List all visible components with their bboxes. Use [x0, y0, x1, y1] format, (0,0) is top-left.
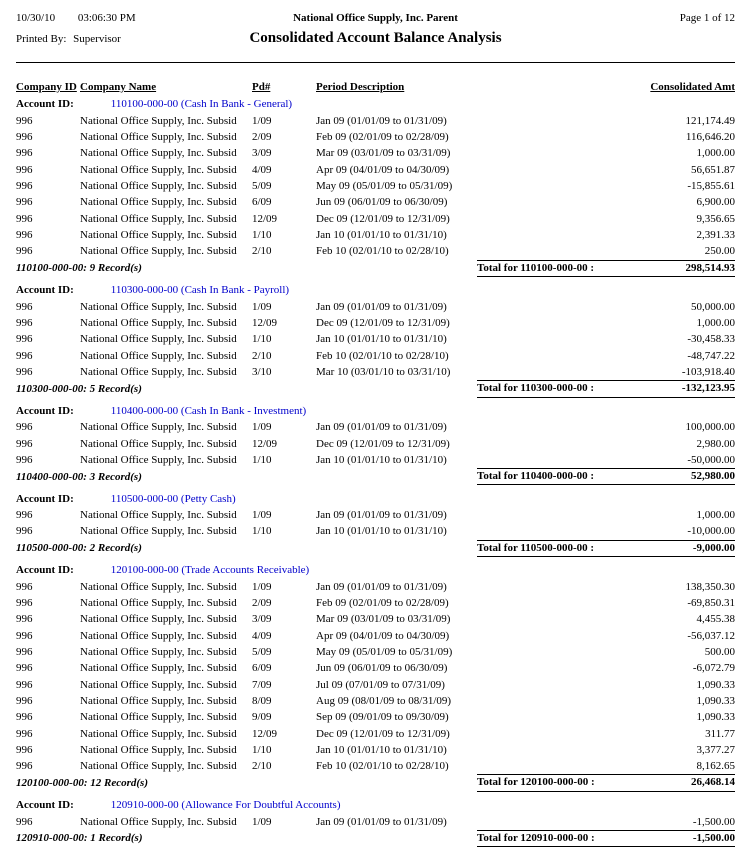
cell-company-id: 996 — [16, 196, 33, 209]
cell-amount: 4,455.38 — [696, 613, 735, 626]
account-section — [16, 282, 735, 397]
cell-company-name: National Office Supply, Inc. Subsid — [80, 629, 237, 642]
cell-company-id: 996 — [16, 300, 33, 313]
cell-amount: 56,651.87 — [691, 163, 735, 176]
cell-company-name: National Office Supply, Inc. Subsid — [80, 509, 237, 522]
cell-company-name: National Office Supply, Inc. Subsid — [80, 245, 237, 258]
cell-period-number: 3/09 — [252, 613, 272, 626]
cell-period-description: Feb 10 (02/01/10 to 02/28/10) — [316, 349, 449, 362]
report-header — [16, 8, 735, 63]
total-label: Total for 120910-000-00 : — [477, 831, 595, 844]
cell-company-id: 996 — [16, 114, 33, 127]
cell-amount: -10,000.00 — [687, 525, 735, 538]
account-id-label: Account ID: — [16, 98, 74, 111]
section-total — [477, 260, 735, 278]
cell-company-name: National Office Supply, Inc. Subsid — [80, 695, 237, 707]
account-rows — [16, 814, 735, 830]
cell-period-description: Jun 09 (06/01/09 to 06/30/09) — [316, 662, 448, 675]
cell-period-description: Feb 10 (02/01/10 to 02/28/10) — [316, 245, 449, 258]
page-indicator: Page 1 of 12 — [679, 12, 735, 24]
cell-period-description: Feb 09 (02/01/09 to 02/28/09) — [316, 596, 449, 609]
cell-company-name: National Office Supply, Inc. Subsid — [80, 453, 237, 466]
cell-period-number: 6/09 — [252, 662, 272, 675]
cell-period-number: 1/09 — [252, 509, 272, 522]
cell-period-number: 5/09 — [252, 180, 272, 193]
cell-period-description: Dec 09 (12/01/09 to 12/31/09) — [316, 727, 450, 740]
table-row — [16, 436, 735, 452]
account-rows — [16, 113, 735, 260]
cell-amount: -50,000.00 — [687, 453, 735, 466]
cell-company-name: National Office Supply, Inc. Subsid — [80, 815, 237, 828]
total-label: Total for 110300-000-00 : — [477, 382, 595, 395]
cell-amount: 116,646.20 — [685, 131, 735, 144]
cell-company-id: 996 — [16, 695, 33, 707]
cell-period-number: 12/09 — [252, 212, 278, 225]
report-date: 10/30/10 — [16, 12, 56, 24]
cell-period-number: 2/10 — [252, 760, 272, 773]
cell-period-number: 7/09 — [252, 678, 272, 691]
cell-company-id: 996 — [16, 453, 33, 466]
table-row — [16, 194, 735, 210]
cell-company-id: 996 — [16, 744, 33, 757]
cell-period-description: May 09 (05/01/09 to 05/31/09) — [316, 645, 453, 658]
table-row — [16, 523, 735, 539]
report-title: Consolidated Account Balance Analysis — [249, 30, 502, 46]
cell-amount: 50,000.00 — [691, 300, 735, 313]
cell-company-name: National Office Supply, Inc. Subsid — [80, 147, 237, 160]
total-amount: 298,514.93 — [685, 261, 735, 274]
account-section — [16, 491, 735, 557]
cell-period-number: 12/09 — [252, 316, 278, 329]
cell-amount: 1,000.00 — [696, 147, 735, 160]
cell-period-description: Mar 09 (03/01/09 to 03/31/09) — [316, 147, 451, 160]
account-link[interactable]: 110400-000-00 (Cash In Bank - Investment) — [110, 404, 307, 417]
account-rows — [16, 299, 735, 381]
cell-company-name: National Office Supply, Inc. Subsid — [80, 349, 237, 362]
cell-period-number: 3/10 — [252, 366, 272, 378]
cell-period-description: Jan 09 (01/01/09 to 01/31/09) — [316, 815, 447, 828]
cell-company-id: 996 — [16, 437, 33, 450]
account-section — [16, 562, 735, 791]
cell-company-name: National Office Supply, Inc. Subsid — [80, 316, 237, 329]
account-rows — [16, 507, 735, 540]
cell-company-id: 996 — [16, 645, 33, 658]
total-label: Total for 110100-000-00 : — [477, 261, 595, 274]
cell-company-name: National Office Supply, Inc. Subsid — [80, 333, 237, 346]
cell-company-id: 996 — [16, 711, 33, 724]
cell-period-number: 5/09 — [252, 645, 272, 658]
section-footer-row — [16, 830, 735, 847]
table-row — [16, 660, 735, 676]
section-total — [477, 774, 735, 792]
cell-company-id: 996 — [16, 662, 33, 675]
cell-company-id: 996 — [16, 212, 33, 225]
table-row — [16, 452, 735, 468]
cell-period-description: Jan 10 (01/01/10 to 01/31/10) — [316, 744, 447, 757]
cell-company-name: National Office Supply, Inc. Subsid — [80, 421, 237, 434]
cell-amount: -6,072.79 — [692, 662, 735, 675]
cell-company-id: 996 — [16, 349, 33, 362]
cell-period-number: 4/09 — [252, 629, 272, 642]
report-time: 03:06:30 PM — [77, 12, 136, 24]
cell-period-number: 8/09 — [252, 695, 272, 707]
cell-period-description: Feb 10 (02/01/10 to 02/28/10) — [316, 760, 449, 773]
account-section — [16, 403, 735, 485]
cell-period-description: Jan 10 (01/01/10 to 01/31/10) — [316, 525, 447, 538]
cell-amount: 311.77 — [705, 727, 735, 740]
cell-period-description: Mar 09 (03/01/09 to 03/31/09) — [316, 613, 451, 626]
cell-amount: -103,918.40 — [681, 366, 735, 378]
cell-period-description: Apr 09 (04/01/09 to 04/30/09) — [316, 163, 450, 176]
cell-company-name: National Office Supply, Inc. Subsid — [80, 727, 237, 740]
cell-company-id: 996 — [16, 580, 33, 593]
cell-company-name: National Office Supply, Inc. Subsid — [80, 300, 237, 313]
cell-amount: -1,500.00 — [692, 815, 735, 828]
table-row — [16, 595, 735, 611]
table-row — [16, 243, 735, 259]
cell-company-name: National Office Supply, Inc. Subsid — [80, 711, 237, 724]
total-amount: -9,000.00 — [692, 541, 735, 554]
cell-period-description: Jan 09 (01/01/09 to 01/31/09) — [316, 114, 447, 127]
table-row — [16, 331, 735, 347]
col-header-period-description: Period Description — [316, 81, 405, 93]
printed-by — [16, 33, 249, 45]
header-meta-row — [16, 12, 735, 30]
cell-company-name: National Office Supply, Inc. Subsid — [80, 662, 237, 675]
cell-period-number: 1/09 — [252, 114, 272, 127]
cell-amount: 500.00 — [704, 645, 735, 658]
total-amount: 52,980.00 — [691, 469, 735, 482]
cell-company-id: 996 — [16, 180, 33, 193]
cell-period-description: Jun 09 (06/01/09 to 06/30/09) — [316, 196, 448, 209]
cell-period-number: 12/09 — [252, 727, 278, 740]
cell-period-number: 2/10 — [252, 245, 272, 258]
cell-company-id: 996 — [16, 333, 33, 346]
header-title-row — [16, 30, 735, 56]
cell-amount: 8,162.65 — [696, 760, 735, 773]
cell-period-description: Sep 09 (09/01/09 to 09/30/09) — [316, 711, 449, 724]
table-row — [16, 113, 735, 129]
cell-amount: 1,090.33 — [696, 678, 735, 691]
cell-company-name: National Office Supply, Inc. Subsid — [80, 596, 237, 609]
cell-amount: 250.00 — [704, 245, 735, 258]
cell-company-name: National Office Supply, Inc. Subsid — [80, 645, 237, 658]
total-label: Total for 110500-000-00 : — [477, 541, 595, 554]
cell-company-name: National Office Supply, Inc. Subsid — [80, 437, 237, 450]
cell-period-description: Jan 10 (01/01/10 to 01/31/10) — [316, 453, 447, 466]
cell-company-id: 996 — [16, 678, 33, 691]
table-row — [16, 364, 735, 380]
printed-by-value: Supervisor — [73, 33, 121, 45]
account-link[interactable]: 120910-000-00 (Allowance For Doubtful Accounts) — [110, 799, 341, 812]
cell-company-name: National Office Supply, Inc. Subsid — [80, 525, 237, 538]
cell-amount: 6,900.00 — [696, 196, 735, 209]
table-row — [16, 419, 735, 435]
cell-amount: 2,391.33 — [696, 229, 735, 242]
account-id-label: Account ID: — [16, 404, 74, 417]
cell-amount: 9,356.65 — [696, 212, 735, 225]
cell-company-id: 996 — [16, 815, 33, 828]
cell-period-description: Mar 10 (03/01/10 to 03/31/10) — [316, 366, 451, 378]
total-amount: -132,123.95 — [681, 382, 735, 395]
cell-amount: 1,000.00 — [696, 316, 735, 329]
cell-amount: 121,174.49 — [685, 114, 735, 127]
cell-period-description: Jan 09 (01/01/09 to 01/31/09) — [316, 421, 447, 434]
cell-period-number: 6/09 — [252, 196, 272, 209]
cell-period-description: Jan 10 (01/01/10 to 01/31/10) — [316, 333, 447, 346]
account-link[interactable]: 110500-000-00 (Petty Cash) — [110, 492, 236, 505]
account-section — [16, 797, 735, 847]
cell-amount: -56,037.12 — [687, 629, 735, 642]
cell-company-id: 996 — [16, 727, 33, 740]
cell-company-name: National Office Supply, Inc. Subsid — [80, 760, 237, 773]
record-count: 110500-000-00: 2 Record(s) — [16, 542, 142, 555]
section-footer-row — [16, 468, 735, 485]
col-header-consolidated-amt: Consolidated Amt — [650, 81, 735, 93]
cell-company-id: 996 — [16, 509, 33, 522]
cell-amount: 138,350.30 — [685, 580, 735, 593]
cell-period-number: 1/10 — [252, 525, 272, 538]
cell-period-number: 3/09 — [252, 147, 272, 160]
cell-period-number: 2/10 — [252, 349, 272, 362]
cell-period-number: 1/10 — [252, 229, 272, 242]
table-row — [16, 628, 735, 644]
company-name-header: National Office Supply, Inc. Parent — [293, 12, 458, 24]
table-row — [16, 814, 735, 830]
cell-company-name: National Office Supply, Inc. Subsid — [80, 744, 237, 757]
cell-company-id: 996 — [16, 421, 33, 434]
account-rows — [16, 419, 735, 468]
cell-period-number: 2/09 — [252, 596, 272, 609]
table-row — [16, 178, 735, 194]
cell-company-id: 996 — [16, 229, 33, 242]
cell-company-name: National Office Supply, Inc. Subsid — [80, 163, 237, 176]
account-section — [16, 96, 735, 276]
cell-amount: 1,090.33 — [696, 711, 735, 724]
section-footer-row — [16, 540, 735, 557]
record-count: 110400-000-00: 3 Record(s) — [16, 470, 142, 483]
cell-period-description: Dec 09 (12/01/09 to 12/31/09) — [316, 437, 450, 450]
record-count: 120910-000-00: 1 Record(s) — [16, 832, 143, 845]
cell-amount: 1,000.00 — [696, 509, 735, 522]
cell-company-id: 996 — [16, 760, 33, 773]
account-id-label: Account ID: — [16, 564, 74, 577]
cell-amount: -30,458.33 — [687, 333, 735, 346]
cell-company-id: 996 — [16, 366, 33, 378]
cell-period-number: 2/09 — [252, 131, 272, 144]
account-id-row — [16, 282, 735, 298]
section-total — [477, 830, 735, 847]
account-id-label: Account ID: — [16, 284, 74, 297]
table-row — [16, 579, 735, 595]
cell-period-description: Dec 09 (12/01/09 to 12/31/09) — [316, 212, 450, 225]
cell-company-name: National Office Supply, Inc. Subsid — [80, 613, 237, 626]
cell-company-name: National Office Supply, Inc. Subsid — [80, 580, 237, 593]
cell-amount: 2,980.00 — [696, 437, 735, 450]
section-footer-row — [16, 775, 735, 792]
table-row — [16, 742, 735, 758]
account-id-row — [16, 96, 735, 112]
col-header-company-id: Company ID — [16, 81, 77, 93]
cell-period-description: Jul 09 (07/01/09 to 07/31/09) — [316, 678, 445, 691]
cell-amount: -69,850.31 — [687, 596, 735, 609]
cell-company-name: National Office Supply, Inc. Subsid — [80, 212, 237, 225]
cell-company-id: 996 — [16, 525, 33, 538]
col-header-company-name: Company Name — [80, 81, 157, 93]
cell-company-id: 996 — [16, 596, 33, 609]
account-link[interactable]: 110300-000-00 (Cash In Bank - Payroll) — [110, 284, 290, 297]
cell-company-id: 996 — [16, 613, 33, 626]
account-id-row — [16, 403, 735, 419]
cell-amount: 1,090.33 — [696, 695, 735, 707]
account-id-label: Account ID: — [16, 492, 74, 505]
table-row — [16, 758, 735, 774]
section-total — [477, 468, 735, 486]
table-row — [16, 145, 735, 161]
header-left — [16, 12, 293, 24]
cell-amount: 100,000.00 — [685, 421, 735, 434]
section-footer-row — [16, 380, 735, 397]
table-row — [16, 611, 735, 627]
cell-amount: -15,855.61 — [687, 180, 735, 193]
cell-period-number: 1/09 — [252, 580, 272, 593]
cell-period-number: 1/10 — [252, 333, 272, 346]
cell-company-name: National Office Supply, Inc. Subsid — [80, 229, 237, 242]
account-id-row — [16, 562, 735, 578]
total-amount: -1,500.00 — [692, 831, 735, 844]
cell-period-description: Feb 09 (02/01/09 to 02/28/09) — [316, 131, 449, 144]
cell-period-description: Jan 09 (01/01/09 to 01/31/09) — [316, 509, 447, 522]
account-id-row — [16, 797, 735, 813]
table-row — [16, 507, 735, 523]
report-body — [16, 96, 735, 847]
record-count: 120100-000-00: 12 Record(s) — [16, 777, 148, 790]
cell-company-id: 996 — [16, 163, 33, 176]
cell-company-name: National Office Supply, Inc. Subsid — [80, 366, 237, 378]
cell-period-number: 12/09 — [252, 437, 278, 450]
cell-company-id: 996 — [16, 629, 33, 642]
table-row — [16, 693, 735, 709]
cell-company-id: 996 — [16, 316, 33, 329]
cell-amount: 3,377.27 — [696, 744, 735, 757]
cell-period-description: Dec 09 (12/01/09 to 12/31/09) — [316, 316, 450, 329]
cell-period-number: 1/10 — [252, 744, 272, 757]
account-link[interactable]: 120100-000-00 (Trade Accounts Receivable) — [110, 564, 310, 577]
account-rows — [16, 579, 735, 775]
table-row — [16, 129, 735, 145]
table-row — [16, 348, 735, 364]
account-link[interactable]: 110100-000-00 (Cash In Bank - General) — [110, 98, 293, 111]
cell-period-description: Jan 10 (01/01/10 to 01/31/10) — [316, 229, 447, 242]
cell-amount: -48,747.22 — [687, 349, 735, 362]
cell-period-number: 4/09 — [252, 163, 272, 176]
section-total — [477, 380, 735, 398]
cell-period-number: 1/09 — [252, 300, 272, 313]
table-row — [16, 315, 735, 331]
table-row — [16, 211, 735, 227]
table-row — [16, 162, 735, 178]
table-row — [16, 299, 735, 315]
cell-period-number: 1/09 — [252, 815, 272, 828]
cell-period-number: 9/09 — [252, 711, 272, 724]
table-row — [16, 644, 735, 660]
cell-period-description: Aug 09 (08/01/09 to 08/31/09) — [316, 695, 452, 707]
cell-period-number: 1/10 — [252, 453, 272, 466]
cell-company-name: National Office Supply, Inc. Subsid — [80, 114, 237, 127]
cell-period-description: Apr 09 (04/01/09 to 04/30/09) — [316, 629, 450, 642]
cell-company-id: 996 — [16, 131, 33, 144]
column-header-row — [16, 79, 735, 95]
section-footer-row — [16, 260, 735, 277]
table-row — [16, 709, 735, 725]
table-row — [16, 726, 735, 742]
table-row — [16, 227, 735, 243]
record-count: 110100-000-00: 9 Record(s) — [16, 262, 142, 275]
section-total — [477, 540, 735, 558]
total-label: Total for 120100-000-00 : — [477, 776, 595, 789]
total-label: Total for 110400-000-00 : — [477, 469, 595, 482]
cell-company-id: 996 — [16, 245, 33, 258]
record-count: 110300-000-00: 5 Record(s) — [16, 382, 142, 395]
cell-company-name: National Office Supply, Inc. Subsid — [80, 196, 237, 209]
cell-company-id: 996 — [16, 147, 33, 160]
cell-period-description: May 09 (05/01/09 to 05/31/09) — [316, 180, 453, 193]
cell-company-name: National Office Supply, Inc. Subsid — [80, 180, 237, 193]
cell-period-number: 1/09 — [252, 421, 272, 434]
total-amount: 26,468.14 — [691, 776, 735, 789]
col-header-pd: Pd# — [252, 81, 271, 93]
cell-company-name: National Office Supply, Inc. Subsid — [80, 131, 237, 144]
cell-company-name: National Office Supply, Inc. Subsid — [80, 678, 237, 691]
account-id-row — [16, 491, 735, 507]
table-row — [16, 677, 735, 693]
cell-period-description: Jan 09 (01/01/09 to 01/31/09) — [316, 580, 447, 593]
cell-period-description: Jan 09 (01/01/09 to 01/31/09) — [316, 300, 447, 313]
printed-by-label: Printed By: — [16, 33, 67, 45]
account-id-label: Account ID: — [16, 799, 74, 812]
